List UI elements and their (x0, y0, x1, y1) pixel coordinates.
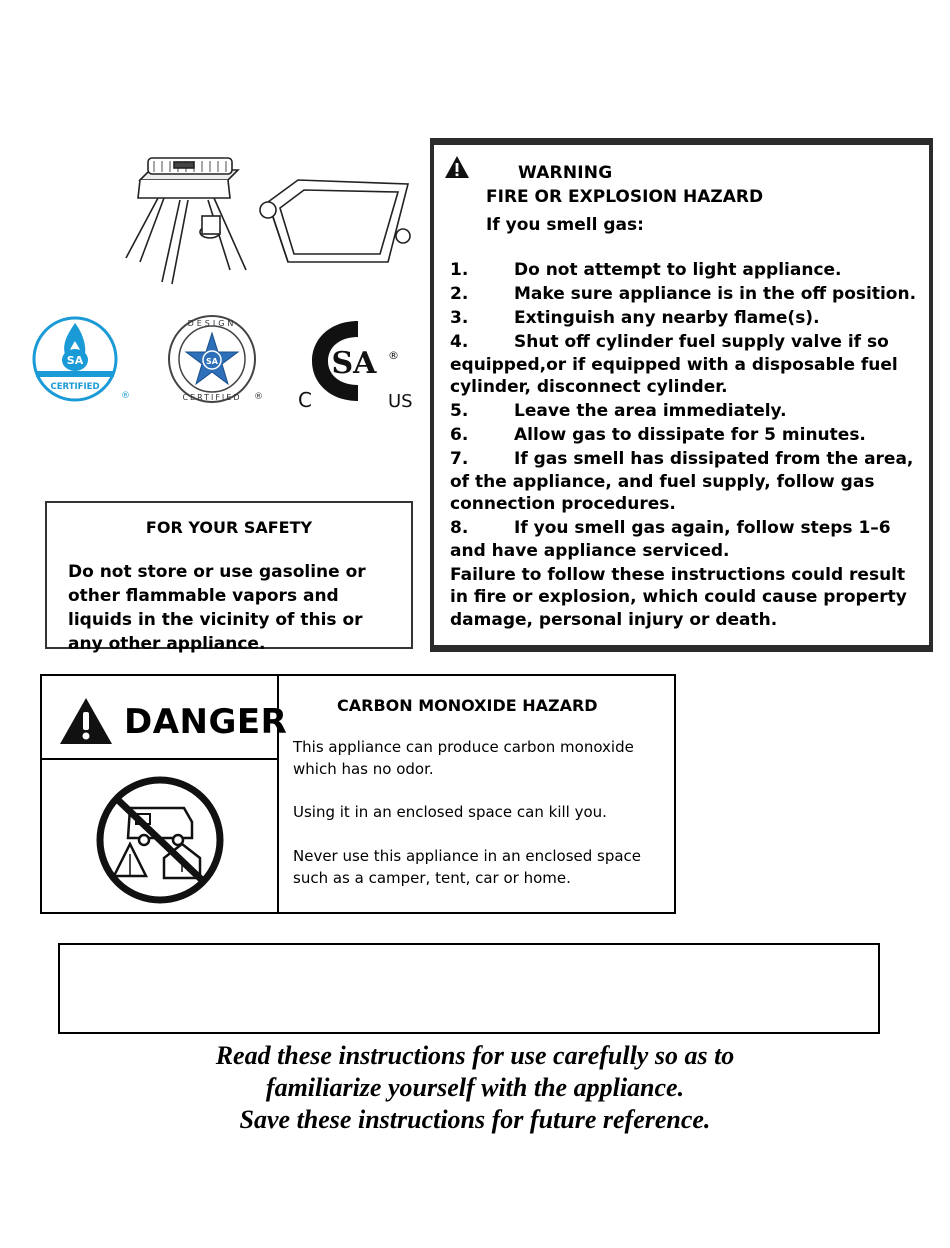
svg-text:SA: SA (331, 346, 377, 381)
csa-certified-logo (24, 315, 128, 405)
warning-footer: Failure to follow these instructions could result in fire or explosion, which could cause property damage, personal injury or death. (450, 564, 907, 630)
design-text: DESIGN (187, 319, 237, 328)
safety-box (45, 501, 413, 654)
warning-step: 4. Shut off cylinder fuel supply valve if so equipped,or if equipped with a disposable fuel cylinder, disconnect cylinder. (450, 332, 898, 397)
csa-c-label: C (298, 388, 312, 412)
warning-intro: If you smell gas: (486, 215, 644, 235)
blank-notice-box (58, 943, 880, 1034)
co-line: Using it in an enclosed space can kill you. (293, 803, 607, 821)
co-line: which has no odor. (293, 760, 434, 778)
no-enclosed-space-pictogram (42, 760, 279, 912)
safety-title: FOR YOUR SAFETY (145, 518, 313, 537)
product-illustration (118, 150, 418, 290)
design-certified-text: CERTIFIED (182, 393, 242, 402)
danger-panel (40, 674, 676, 914)
instructions-line: Read these instructions for use carefully so as to (215, 1041, 735, 1070)
csa-certified-text: CERTIFIED (50, 382, 100, 392)
warning-step: 3. Extinguish any nearby flame(s). (450, 308, 820, 328)
safety-body: Do not store or use gasoline or other flammable vapors and liquids in the vicinity of this or any other appliance. (68, 562, 366, 654)
warning-step: 2. Make sure appliance is in the off position. (450, 284, 917, 304)
svg-text:SA: SA (66, 354, 84, 367)
design-certified-mark: ® (254, 392, 263, 402)
danger-triangle-icon (58, 696, 114, 746)
warning-step: 5. Leave the area immediately. (450, 401, 787, 421)
csa-us-logo (296, 315, 424, 412)
csa-us-label: US (388, 391, 413, 412)
warning-box (430, 138, 933, 652)
warning-steps (450, 259, 920, 631)
instructions-note (0, 1040, 950, 1136)
warning-step: 1. Do not attempt to light appliance. (450, 260, 842, 280)
svg-text:SA: SA (206, 357, 218, 366)
co-line: such as a camper, tent, car or home. (293, 869, 571, 887)
warning-step: 6. Allow gas to dissipate for 5 minutes. (450, 425, 866, 445)
warning-subtitle: FIRE OR EXPLOSION HAZARD (486, 187, 764, 207)
csa-us-mark: ® (388, 349, 399, 362)
csa-certified-mark: ® (121, 391, 130, 401)
co-line: Never use this appliance in an enclosed space (293, 847, 642, 865)
instructions-line: Save these instructions for future reference. (239, 1105, 711, 1134)
design-certified-logo (160, 313, 268, 405)
warning-step: 8. If you smell gas again, follow steps 1–6 and have appliance serviced. (450, 518, 891, 561)
warning-title: WARNING (518, 163, 613, 183)
danger-header (42, 676, 288, 760)
danger-word: DANGER (124, 702, 288, 742)
instructions-line: familiarize yourself with the appliance. (265, 1073, 685, 1102)
co-hazard-title: CARBON MONOXIDE HAZARD (337, 696, 598, 715)
warning-triangle-icon (444, 155, 470, 179)
warning-step: 7. If gas smell has dissipated from the area, of the appliance, and fuel supply, follow gas connection procedures. (450, 449, 914, 514)
co-line: This appliance can produce carbon monoxide (293, 738, 634, 756)
